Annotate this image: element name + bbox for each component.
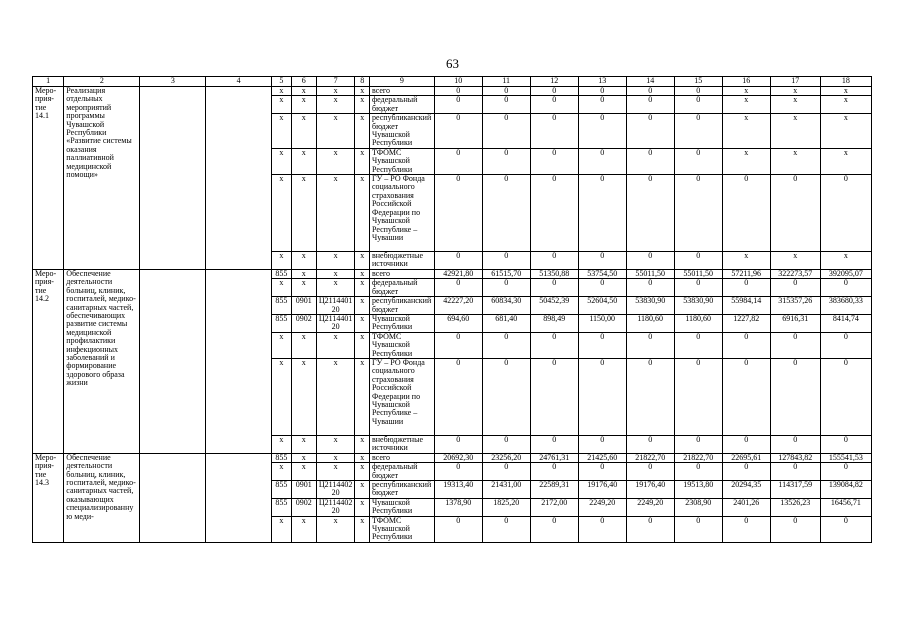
year-value-col-10: 0	[434, 252, 482, 270]
column-number-17: 17	[770, 77, 820, 87]
year-value-col-14: 0	[626, 148, 674, 174]
year-value-col-15: 0	[674, 114, 722, 149]
funding-source: республиканский бюджет Чувашской Республики	[370, 114, 435, 149]
year-value-col-16: 0	[722, 435, 770, 453]
section-code: x	[291, 96, 316, 114]
year-value-col-14: 0	[626, 516, 674, 542]
year-value-col-11: 61515,70	[482, 269, 530, 278]
year-value-col-15: 1180,60	[674, 314, 722, 332]
year-value-col-17: 322273,57	[770, 269, 820, 278]
year-value-col-18: x	[820, 252, 871, 270]
funding-source: ГУ – РО Фонда социального страхования Российской Федерации по Чувашской Республике – Чувашии	[370, 175, 435, 252]
year-value-col-14: 0	[626, 252, 674, 270]
year-value-col-16: 57211,96	[722, 269, 770, 278]
year-value-col-13: 21425,60	[578, 453, 626, 462]
year-value-col-17: 127843,82	[770, 453, 820, 462]
year-value-col-14: 0	[626, 96, 674, 114]
year-value-col-12: 898,49	[530, 314, 578, 332]
target-article-code: x	[316, 114, 355, 149]
year-value-col-17: 0	[770, 516, 820, 542]
target-article-code: x	[316, 252, 355, 270]
section-code: 0901	[291, 480, 316, 498]
target-article-code: x	[316, 279, 355, 297]
event-name: Обеспечение деятельности больниц, клиник, госпиталей, медико-санитарных частей, обеспечивающих развитие системы медицинской профилактики инфекционных заболеваний и формирование здорового образа жизни	[64, 269, 140, 453]
year-value-col-16: x	[722, 252, 770, 270]
year-value-col-15: 0	[674, 252, 722, 270]
year-value-col-18: 155541,53	[820, 453, 871, 462]
year-value-col-16: 0	[722, 358, 770, 435]
year-value-col-13: 52604,50	[578, 297, 626, 315]
event-name: Реализация отдельных мероприятий программы Чувашской Республики «Развитие системы оказания паллиативной медицинской помощи»	[64, 87, 140, 270]
year-value-col-11: 0	[482, 358, 530, 435]
expense-type-code: x	[355, 435, 370, 453]
grbs-code: 855	[271, 453, 291, 462]
funding-source: республиканский бюджет	[370, 297, 435, 315]
expense-type-code: x	[355, 480, 370, 498]
column-number-12: 12	[530, 77, 578, 87]
target-article-code: x	[316, 332, 355, 358]
year-value-col-18: 0	[820, 516, 871, 542]
year-value-col-15: 0	[674, 96, 722, 114]
year-value-col-16: 0	[722, 279, 770, 297]
funding-source: федеральный бюджет	[370, 279, 435, 297]
year-value-col-12: 0	[530, 516, 578, 542]
year-value-col-18: x	[820, 114, 871, 149]
year-value-col-15: 0	[674, 332, 722, 358]
expense-type-code: x	[355, 516, 370, 542]
year-value-col-15: 21822,70	[674, 453, 722, 462]
section-code: x	[291, 148, 316, 174]
year-value-col-10: 20692,30	[434, 453, 482, 462]
year-value-col-17: 114317,59	[770, 480, 820, 498]
funding-source: ГУ – РО Фонда социального страхования Российской Федерации по Чувашской Республике – Чувашии	[370, 358, 435, 435]
year-value-col-11: 0	[482, 252, 530, 270]
year-value-col-15: 0	[674, 463, 722, 481]
section-code: x	[291, 87, 316, 96]
year-value-col-13: 0	[578, 87, 626, 96]
grbs-code: x	[271, 148, 291, 174]
funding-source: федеральный бюджет	[370, 463, 435, 481]
year-value-col-13: 19176,40	[578, 480, 626, 498]
year-value-col-12: 0	[530, 435, 578, 453]
section-code: x	[291, 516, 316, 542]
year-value-col-12: 24761,31	[530, 453, 578, 462]
target-article-code: x	[316, 96, 355, 114]
column-number-11: 11	[482, 77, 530, 87]
year-value-col-18: 8414,74	[820, 314, 871, 332]
target-article-code: x	[316, 463, 355, 481]
expense-type-code: x	[355, 252, 370, 270]
target-article-code: x	[316, 175, 355, 252]
target-article-code: Ц2114401 20	[316, 314, 355, 332]
year-value-col-13: 53754,50	[578, 269, 626, 278]
year-value-col-11: 1825,20	[482, 498, 530, 516]
funding-source: всего	[370, 87, 435, 96]
year-value-col-15: 0	[674, 358, 722, 435]
year-value-col-16: 55984,14	[722, 297, 770, 315]
year-value-col-13: 0	[578, 516, 626, 542]
year-value-col-14: 19176,40	[626, 480, 674, 498]
year-value-col-16: 0	[722, 175, 770, 252]
year-value-col-12: 2172,00	[530, 498, 578, 516]
page-number: 63	[446, 56, 459, 71]
year-value-col-10: 0	[434, 96, 482, 114]
year-value-col-16: x	[722, 87, 770, 96]
grbs-code: 855	[271, 297, 291, 315]
year-value-col-10: 42921,80	[434, 269, 482, 278]
target-article-code: Ц2114401 20	[316, 297, 355, 315]
budget-table	[32, 76, 872, 543]
event-number: Меро-прия-тие 14.1	[33, 87, 64, 270]
year-value-col-17: x	[770, 96, 820, 114]
section-code: x	[291, 269, 316, 278]
table-row	[33, 453, 872, 462]
year-value-col-15: 0	[674, 175, 722, 252]
table-row	[33, 87, 872, 96]
year-value-col-16: 22695,61	[722, 453, 770, 462]
year-value-col-13: 0	[578, 332, 626, 358]
year-value-col-14: 0	[626, 114, 674, 149]
column-number-18: 18	[820, 77, 871, 87]
column-number-9: 9	[370, 77, 435, 87]
year-value-col-15: 2308,90	[674, 498, 722, 516]
year-value-col-10: 0	[434, 332, 482, 358]
year-value-col-15: 0	[674, 279, 722, 297]
year-value-col-12: 0	[530, 252, 578, 270]
grbs-code: x	[271, 516, 291, 542]
year-value-col-17: 0	[770, 358, 820, 435]
responsible-cell	[140, 87, 206, 270]
year-value-col-16: x	[722, 114, 770, 149]
section-code: x	[291, 463, 316, 481]
funding-source: федеральный бюджет	[370, 96, 435, 114]
section-code: x	[291, 453, 316, 462]
funding-source: ТФОМС Чувашской Республики	[370, 332, 435, 358]
year-value-col-18: x	[820, 96, 871, 114]
expense-type-code: x	[355, 279, 370, 297]
year-value-col-17: x	[770, 252, 820, 270]
expense-type-code: x	[355, 114, 370, 149]
year-value-col-13: 2249,20	[578, 498, 626, 516]
year-value-col-10: 0	[434, 358, 482, 435]
year-value-col-13: 0	[578, 252, 626, 270]
year-value-col-11: 21431,00	[482, 480, 530, 498]
column-number-3: 3	[140, 77, 206, 87]
year-value-col-14: 0	[626, 87, 674, 96]
year-value-col-17: x	[770, 148, 820, 174]
column-number-2: 2	[64, 77, 140, 87]
target-article-code: x	[316, 453, 355, 462]
year-value-col-13: 0	[578, 148, 626, 174]
column-number-4: 4	[206, 77, 272, 87]
year-value-col-15: 19513,80	[674, 480, 722, 498]
section-code: 0902	[291, 314, 316, 332]
section-code: x	[291, 435, 316, 453]
year-value-col-18: 139084,82	[820, 480, 871, 498]
participants-cell	[206, 453, 272, 542]
year-value-col-11: 0	[482, 332, 530, 358]
section-code: x	[291, 114, 316, 149]
participants-cell	[206, 87, 272, 270]
expense-type-code: x	[355, 332, 370, 358]
year-value-col-18: 0	[820, 175, 871, 252]
year-value-col-18: x	[820, 148, 871, 174]
expense-type-code: x	[355, 358, 370, 435]
year-value-col-16: x	[722, 148, 770, 174]
expense-type-code: x	[355, 175, 370, 252]
year-value-col-11: 0	[482, 463, 530, 481]
year-value-col-14: 55011,50	[626, 269, 674, 278]
column-number-1: 1	[33, 77, 64, 87]
funding-source: ТФОМС Чувашской Республики	[370, 516, 435, 542]
expense-type-code: x	[355, 87, 370, 96]
year-value-col-15: 53830,90	[674, 297, 722, 315]
year-value-col-16: 20294,35	[722, 480, 770, 498]
year-value-col-10: 694,60	[434, 314, 482, 332]
year-value-col-11: 0	[482, 87, 530, 96]
grbs-code: x	[271, 358, 291, 435]
grbs-code: x	[271, 96, 291, 114]
year-value-col-13: 0	[578, 463, 626, 481]
year-value-col-15: 0	[674, 87, 722, 96]
year-value-col-17: 315357,26	[770, 297, 820, 315]
year-value-col-12: 51350,88	[530, 269, 578, 278]
year-value-col-18: 16456,71	[820, 498, 871, 516]
year-value-col-10: 42227,20	[434, 297, 482, 315]
grbs-code: x	[271, 114, 291, 149]
year-value-col-14: 0	[626, 175, 674, 252]
year-value-col-14: 0	[626, 435, 674, 453]
target-article-code: x	[316, 358, 355, 435]
year-value-col-17: 13526,23	[770, 498, 820, 516]
year-value-col-12: 0	[530, 175, 578, 252]
section-code: 0902	[291, 498, 316, 516]
grbs-code: x	[271, 252, 291, 270]
year-value-col-11: 0	[482, 516, 530, 542]
year-value-col-10: 0	[434, 148, 482, 174]
year-value-col-12: 0	[530, 114, 578, 149]
year-value-col-16: 2401,26	[722, 498, 770, 516]
target-article-code: x	[316, 516, 355, 542]
funding-source: ТФОМС Чувашской Республики	[370, 148, 435, 174]
column-number-16: 16	[722, 77, 770, 87]
year-value-col-11: 681,40	[482, 314, 530, 332]
section-code: x	[291, 175, 316, 252]
column-number-8: 8	[355, 77, 370, 87]
funding-source: Чувашской Республики	[370, 498, 435, 516]
event-number: Меро-прия-тие 14.2	[33, 269, 64, 453]
year-value-col-17: 0	[770, 175, 820, 252]
year-value-col-14: 0	[626, 358, 674, 435]
year-value-col-18: 0	[820, 358, 871, 435]
year-value-col-10: 19313,40	[434, 480, 482, 498]
year-value-col-17: 0	[770, 332, 820, 358]
year-value-col-12: 0	[530, 332, 578, 358]
year-value-col-10: 0	[434, 463, 482, 481]
funding-source: всего	[370, 269, 435, 278]
year-value-col-13: 0	[578, 435, 626, 453]
year-value-col-15: 0	[674, 148, 722, 174]
year-value-col-14: 2249,20	[626, 498, 674, 516]
year-value-col-15: 0	[674, 435, 722, 453]
target-article-code: x	[316, 269, 355, 278]
year-value-col-11: 0	[482, 175, 530, 252]
column-number-15: 15	[674, 77, 722, 87]
year-value-col-17: 0	[770, 279, 820, 297]
year-value-col-18: 383680,33	[820, 297, 871, 315]
responsible-cell	[140, 453, 206, 542]
year-value-col-13: 0	[578, 279, 626, 297]
grbs-code: 855	[271, 269, 291, 278]
year-value-col-10: 1378,90	[434, 498, 482, 516]
year-value-col-13: 0	[578, 114, 626, 149]
target-article-code: x	[316, 87, 355, 96]
header-row	[33, 77, 872, 87]
event-name: Обеспечение деятельности больниц, клиник, госпиталей, медико-санитарных частей, оказывающих специализированную меди-	[64, 453, 140, 542]
year-value-col-18: 0	[820, 279, 871, 297]
funding-source: Чувашской Республики	[370, 314, 435, 332]
grbs-code: x	[271, 332, 291, 358]
column-number-14: 14	[626, 77, 674, 87]
year-value-col-12: 0	[530, 358, 578, 435]
table-row	[33, 269, 872, 278]
funding-source: внебюджетные источники	[370, 435, 435, 453]
grbs-code: x	[271, 279, 291, 297]
year-value-col-17: x	[770, 87, 820, 96]
year-value-col-18: x	[820, 87, 871, 96]
responsible-cell	[140, 269, 206, 453]
year-value-col-14: 0	[626, 463, 674, 481]
year-value-col-11: 0	[482, 148, 530, 174]
funding-source: всего	[370, 453, 435, 462]
target-article-code: x	[316, 148, 355, 174]
year-value-col-14: 21822,70	[626, 453, 674, 462]
grbs-code: x	[271, 435, 291, 453]
year-value-col-12: 22589,31	[530, 480, 578, 498]
year-value-col-11: 0	[482, 96, 530, 114]
column-number-7: 7	[316, 77, 355, 87]
year-value-col-11: 0	[482, 279, 530, 297]
expense-type-code: x	[355, 96, 370, 114]
expense-type-code: x	[355, 269, 370, 278]
year-value-col-17: 0	[770, 463, 820, 481]
funding-source: внебюджетные источники	[370, 252, 435, 270]
year-value-col-18: 0	[820, 332, 871, 358]
section-code: 0901	[291, 297, 316, 315]
grbs-code: 855	[271, 480, 291, 498]
year-value-col-16: 0	[722, 516, 770, 542]
section-code: x	[291, 358, 316, 435]
year-value-col-13: 0	[578, 175, 626, 252]
year-value-col-14: 1180,60	[626, 314, 674, 332]
target-article-code: Ц2114402 20	[316, 480, 355, 498]
year-value-col-18: 392095,07	[820, 269, 871, 278]
year-value-col-16: 0	[722, 463, 770, 481]
year-value-col-12: 0	[530, 96, 578, 114]
event-number: Меро-прия-тие 14.3	[33, 453, 64, 542]
year-value-col-13: 1150,00	[578, 314, 626, 332]
year-value-col-17: 6916,31	[770, 314, 820, 332]
year-value-col-11: 0	[482, 435, 530, 453]
year-value-col-12: 50452,39	[530, 297, 578, 315]
grbs-code: 855	[271, 314, 291, 332]
grbs-code: x	[271, 87, 291, 96]
year-value-col-13: 0	[578, 96, 626, 114]
year-value-col-18: 0	[820, 435, 871, 453]
expense-type-code: x	[355, 498, 370, 516]
year-value-col-11: 0	[482, 114, 530, 149]
expense-type-code: x	[355, 297, 370, 315]
year-value-col-14: 0	[626, 332, 674, 358]
year-value-col-14: 0	[626, 279, 674, 297]
grbs-code: x	[271, 463, 291, 481]
column-number-6: 6	[291, 77, 316, 87]
expense-type-code: x	[355, 463, 370, 481]
year-value-col-10: 0	[434, 279, 482, 297]
column-number-13: 13	[578, 77, 626, 87]
funding-source: республиканский бюджет	[370, 480, 435, 498]
target-article-code: x	[316, 435, 355, 453]
year-value-col-12: 0	[530, 463, 578, 481]
year-value-col-16: x	[722, 96, 770, 114]
expense-type-code: x	[355, 453, 370, 462]
target-article-code: Ц2114402 20	[316, 498, 355, 516]
year-value-col-18: 0	[820, 463, 871, 481]
column-number-10: 10	[434, 77, 482, 87]
year-value-col-16: 0	[722, 332, 770, 358]
section-code: x	[291, 279, 316, 297]
expense-type-code: x	[355, 314, 370, 332]
year-value-col-10: 0	[434, 435, 482, 453]
expense-type-code: x	[355, 148, 370, 174]
year-value-col-17: 0	[770, 435, 820, 453]
year-value-col-10: 0	[434, 87, 482, 96]
section-code: x	[291, 252, 316, 270]
year-value-col-16: 1227,82	[722, 314, 770, 332]
grbs-code: x	[271, 175, 291, 252]
year-value-col-14: 53830,90	[626, 297, 674, 315]
year-value-col-11: 23256,20	[482, 453, 530, 462]
year-value-col-17: x	[770, 114, 820, 149]
column-number-5: 5	[271, 77, 291, 87]
year-value-col-12: 0	[530, 87, 578, 96]
section-code: x	[291, 332, 316, 358]
year-value-col-13: 0	[578, 358, 626, 435]
year-value-col-10: 0	[434, 175, 482, 252]
year-value-col-11: 60834,30	[482, 297, 530, 315]
grbs-code: 855	[271, 498, 291, 516]
year-value-col-15: 0	[674, 516, 722, 542]
year-value-col-12: 0	[530, 148, 578, 174]
year-value-col-10: 0	[434, 114, 482, 149]
year-value-col-10: 0	[434, 516, 482, 542]
year-value-col-12: 0	[530, 279, 578, 297]
participants-cell	[206, 269, 272, 453]
year-value-col-15: 55011,50	[674, 269, 722, 278]
